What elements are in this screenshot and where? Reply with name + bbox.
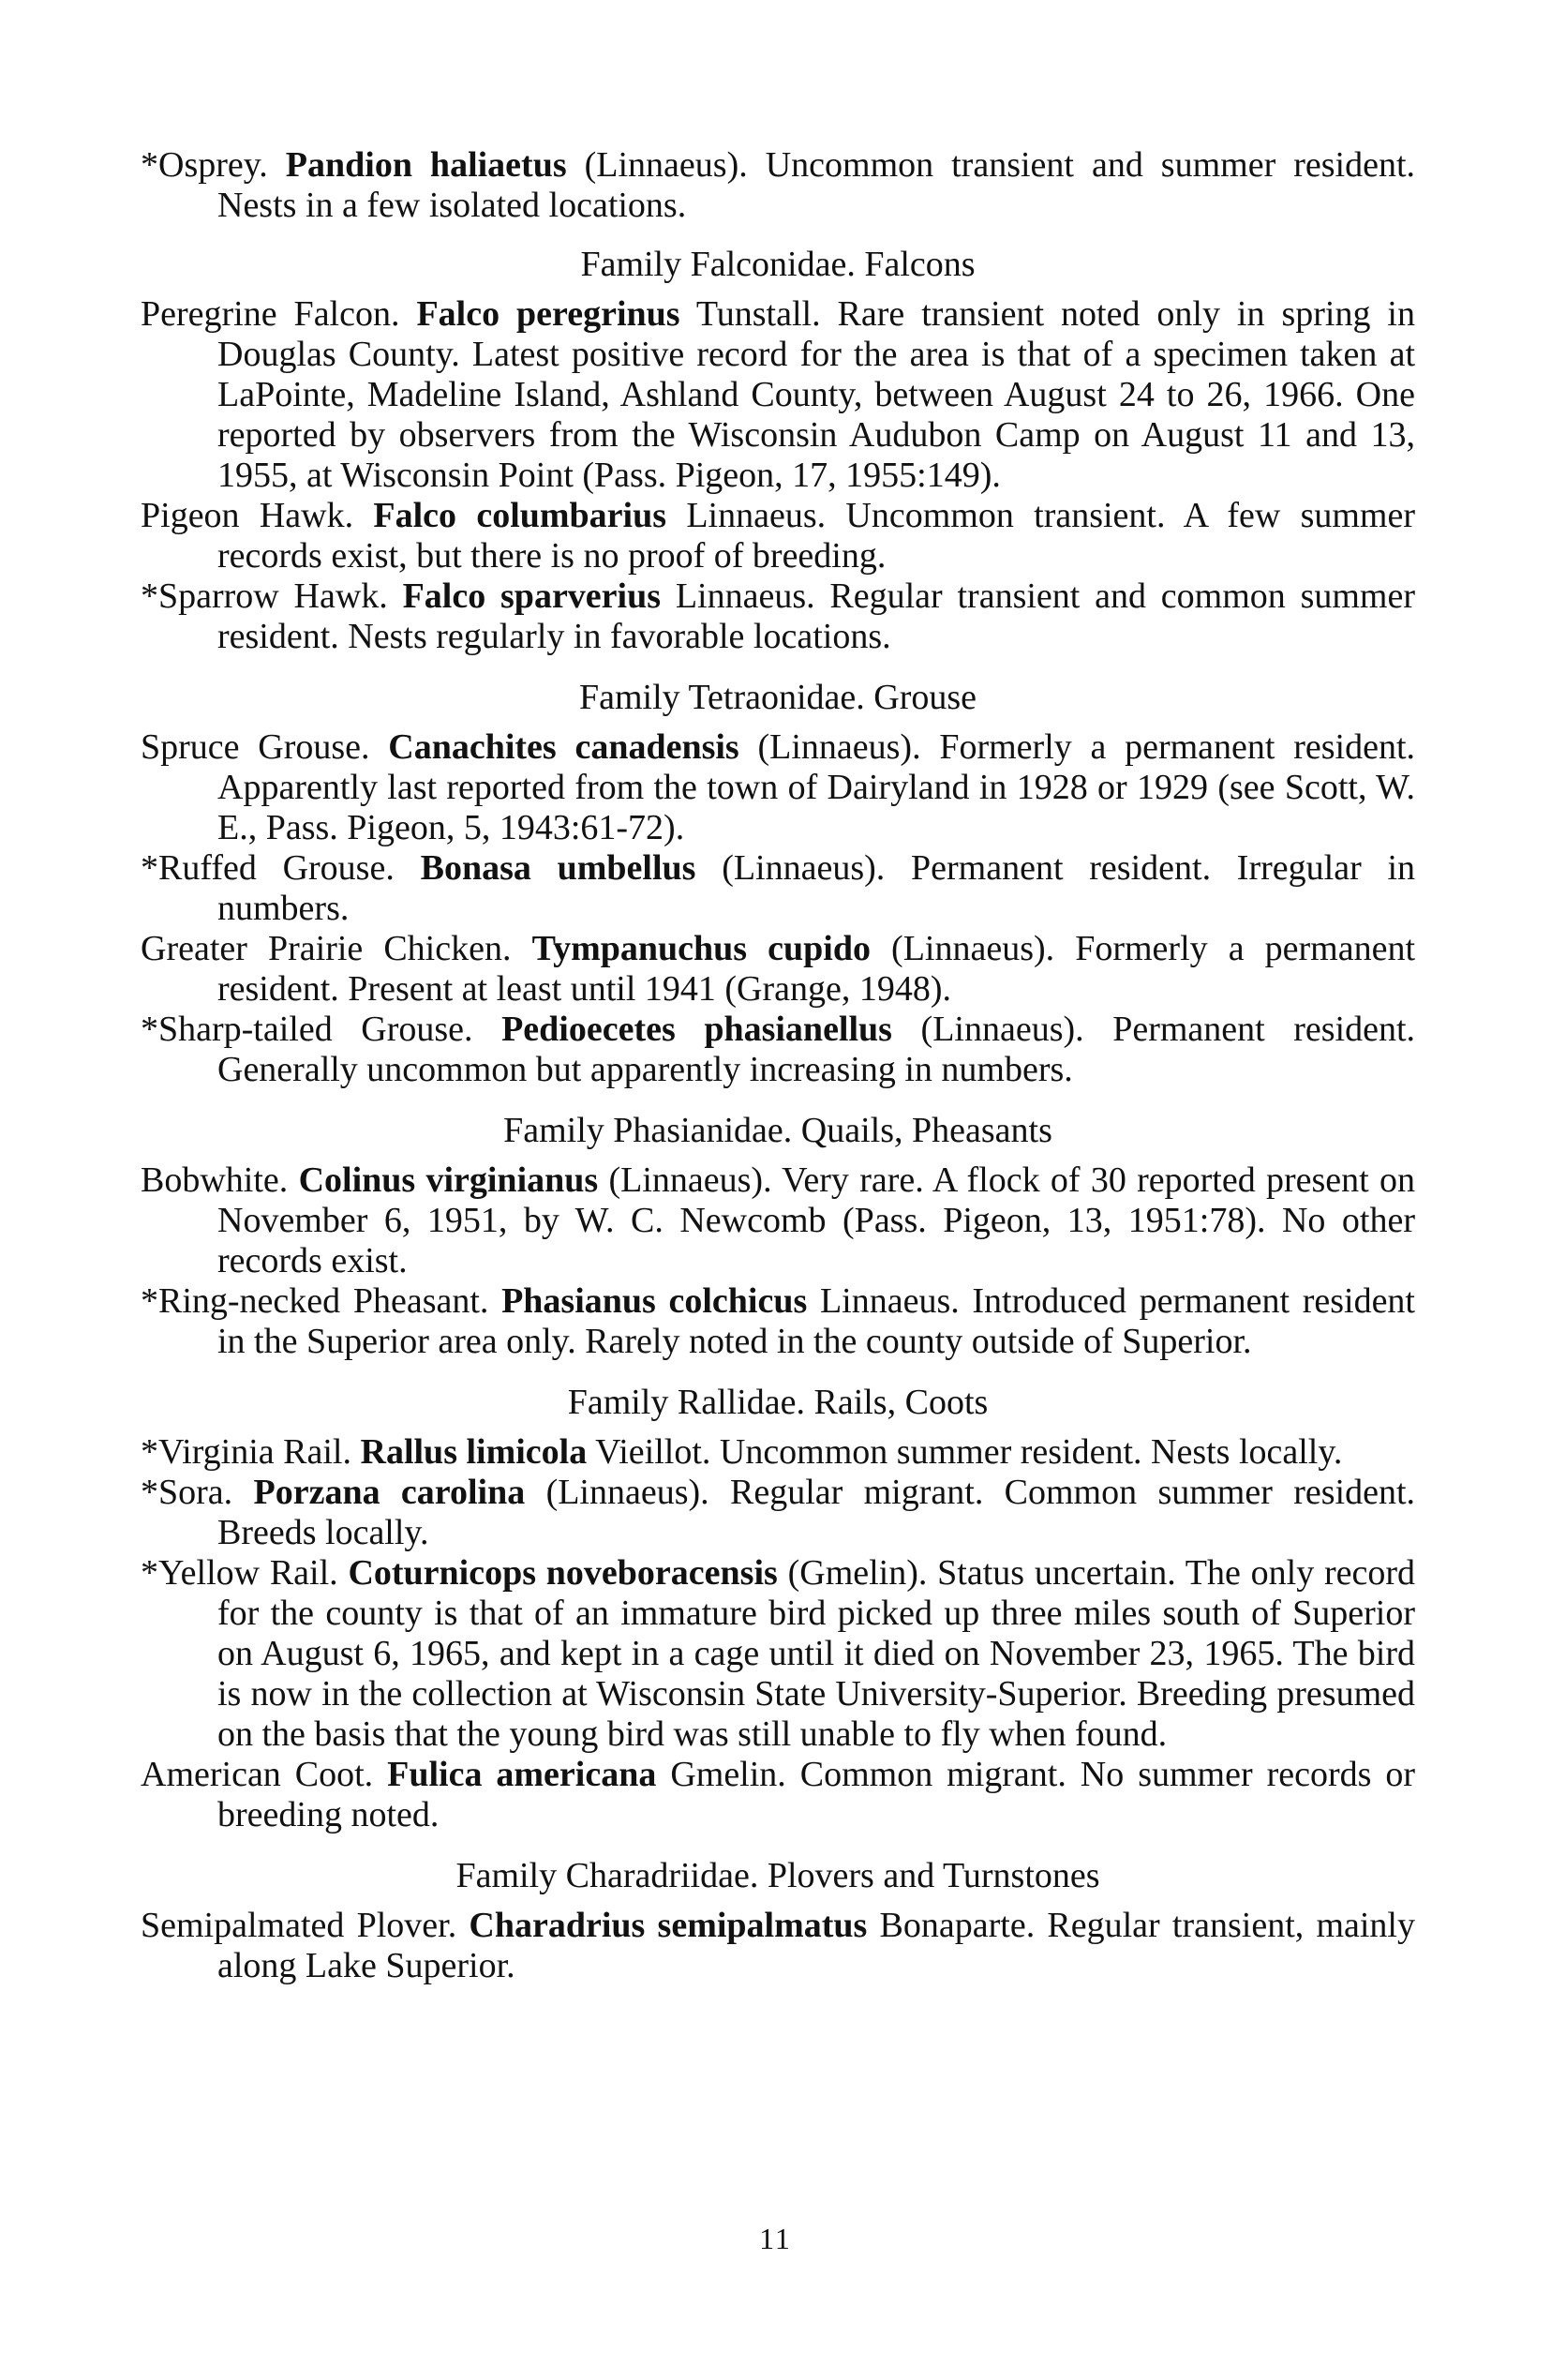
species-description: (Linnaeus). Formerly a permanent resident. Present at least until 1941 (Grange, 1948). xyxy=(217,929,1416,1009)
species-description: (Linnaeus). Very rare. A flock of 30 reported present on November 6, 1951, by W. C. Newcomb (Pass. Pigeon, 13, 1951:78). No other records exist. xyxy=(217,1160,1415,1280)
species-entry xyxy=(141,1432,1415,1473)
species-entry xyxy=(141,1553,1415,1755)
common-name: *Sora. xyxy=(141,1473,233,1512)
species-entry xyxy=(141,1281,1415,1362)
common-name: Peregrine Falcon. xyxy=(141,294,400,334)
scientific-name: Falco peregrinus xyxy=(416,294,680,334)
common-name: Bobwhite. xyxy=(141,1160,289,1200)
family-heading: Family Phasianidae. Quails, Pheasants xyxy=(503,1111,1052,1150)
species-description: Vieillot. Uncommon summer resident. Nests locally. xyxy=(595,1432,1343,1472)
species-entry xyxy=(141,727,1415,848)
species-entry xyxy=(141,848,1415,929)
common-name: *Yellow Rail. xyxy=(141,1553,338,1593)
common-name: *Ruffed Grouse. xyxy=(141,848,395,888)
page-content xyxy=(141,145,1415,1986)
species-description: (Gmelin). Status uncertain. The only record for the county is that of an immature bird picked up three miles south of Superior on August 6, 1965, and kept in a cage until it died on November 23, 1965. The bird is now in the collection at Wisconsin State University-Superior. Breeding presumed on the basis that the young bird was still unable to fly when found. xyxy=(217,1553,1416,1754)
common-name: American Coot. xyxy=(141,1755,374,1794)
section xyxy=(141,145,1415,226)
scientific-name: Porzana carolina xyxy=(253,1473,526,1512)
scientific-name: Coturnicops noveboracensis xyxy=(348,1553,778,1593)
common-name: *Osprey. xyxy=(141,145,268,185)
species-description: (Linnaeus). Permanent resident. Generally uncommon but apparently increasing in numbers. xyxy=(217,1010,1416,1089)
family-heading: Family Rallidae. Rails, Coots xyxy=(567,1383,989,1422)
scientific-name: Fulica americana xyxy=(387,1755,657,1794)
family-heading: Family Tetraonidae. Grouse xyxy=(578,678,977,717)
page-number: 11 xyxy=(759,2222,792,2255)
common-name: *Virginia Rail. xyxy=(141,1432,351,1472)
common-name: *Sharp-tailed Grouse. xyxy=(141,1010,473,1049)
section xyxy=(141,678,1415,1090)
species-description: (Linnaeus). Formerly a permanent resident. Apparently last reported from the town of Dairyland in 1928 or 1929 (see Scott, W. E., Pass. Pigeon, 5, 1943:61-72). xyxy=(217,727,1416,847)
species-description: Bonaparte. Regular transient, mainly along Lake Superior. xyxy=(217,1906,1415,1985)
species-description: (Linnaeus). Uncommon transient and summer resident. Nests in a few isolated locations. xyxy=(217,145,1415,225)
scientific-name: Pedioecetes phasianellus xyxy=(501,1010,892,1049)
scientific-name: Pandion haliaetus xyxy=(285,145,567,185)
species-description: Linnaeus. Uncommon transient. A few summer records exist, but there is no proof of breeding. xyxy=(217,496,1416,576)
species-entry xyxy=(141,1906,1415,1986)
species-description: (Linnaeus). Regular migrant. Common summer resident. Breeds locally. xyxy=(217,1473,1416,1552)
common-name: Greater Prairie Chicken. xyxy=(141,929,512,968)
species-description: Linnaeus. Regular transient and common summer resident. Nests regularly in favorable locations. xyxy=(217,576,1415,656)
common-name: *Sparrow Hawk. xyxy=(141,576,388,616)
family-heading: Family Charadriidae. Plovers and Turnstones xyxy=(455,1856,1100,1895)
species-entry xyxy=(141,1010,1415,1090)
section xyxy=(141,1856,1415,1986)
scientific-name: Rallus limicola xyxy=(360,1432,588,1472)
species-description: Tunstall. Rare transient noted only in spring in Douglas County. Latest positive record for the area is that of a specimen taken at LaPointe, Madeline Island, Ashland County, between August 24 to 26, 1966. One reported by observers from the Wisconsin Audubon Camp on August 11 and 13, 1955, at Wisconsin Point (Pass. Pigeon, 17, 1955:149). xyxy=(217,294,1415,495)
scientific-name: Phasianus colchicus xyxy=(501,1281,808,1321)
species-entry xyxy=(141,145,1415,226)
scientific-name: Colinus virginianus xyxy=(298,1160,599,1200)
scientific-name: Charadrius semipalmatus xyxy=(469,1906,868,1945)
species-entry xyxy=(141,1473,1415,1553)
section xyxy=(141,245,1415,657)
family-heading: Family Falconidae. Falcons xyxy=(580,245,976,284)
common-name: Spruce Grouse. xyxy=(141,727,370,767)
section xyxy=(141,1383,1415,1835)
common-name: *Ring-necked Pheasant. xyxy=(141,1281,489,1321)
scientific-name: Bonasa umbellus xyxy=(420,848,696,888)
scientific-name: Falco columbarius xyxy=(373,496,667,535)
common-name: Semipalmated Plover. xyxy=(141,1906,457,1945)
scientific-name: Tympanuchus cupido xyxy=(531,929,871,968)
species-description: Linnaeus. Introduced permanent resident in the Superior area only. Rarely noted in the county outside of Superior. xyxy=(217,1281,1415,1361)
species-entry xyxy=(141,496,1415,576)
species-description: (Linnaeus). Permanent resident. Irregular in numbers. xyxy=(217,848,1416,928)
species-entry xyxy=(141,1755,1415,1835)
species-entry xyxy=(141,929,1415,1010)
common-name: Pigeon Hawk. xyxy=(141,496,354,535)
species-entry xyxy=(141,1160,1415,1281)
species-description: Gmelin. Common migrant. No summer records or breeding noted. xyxy=(217,1755,1415,1834)
scientific-name: Falco sparverius xyxy=(402,576,662,616)
species-entry xyxy=(141,576,1415,657)
section xyxy=(141,1111,1415,1362)
species-entry xyxy=(141,294,1415,496)
scientific-name: Canachites canadensis xyxy=(388,727,739,767)
